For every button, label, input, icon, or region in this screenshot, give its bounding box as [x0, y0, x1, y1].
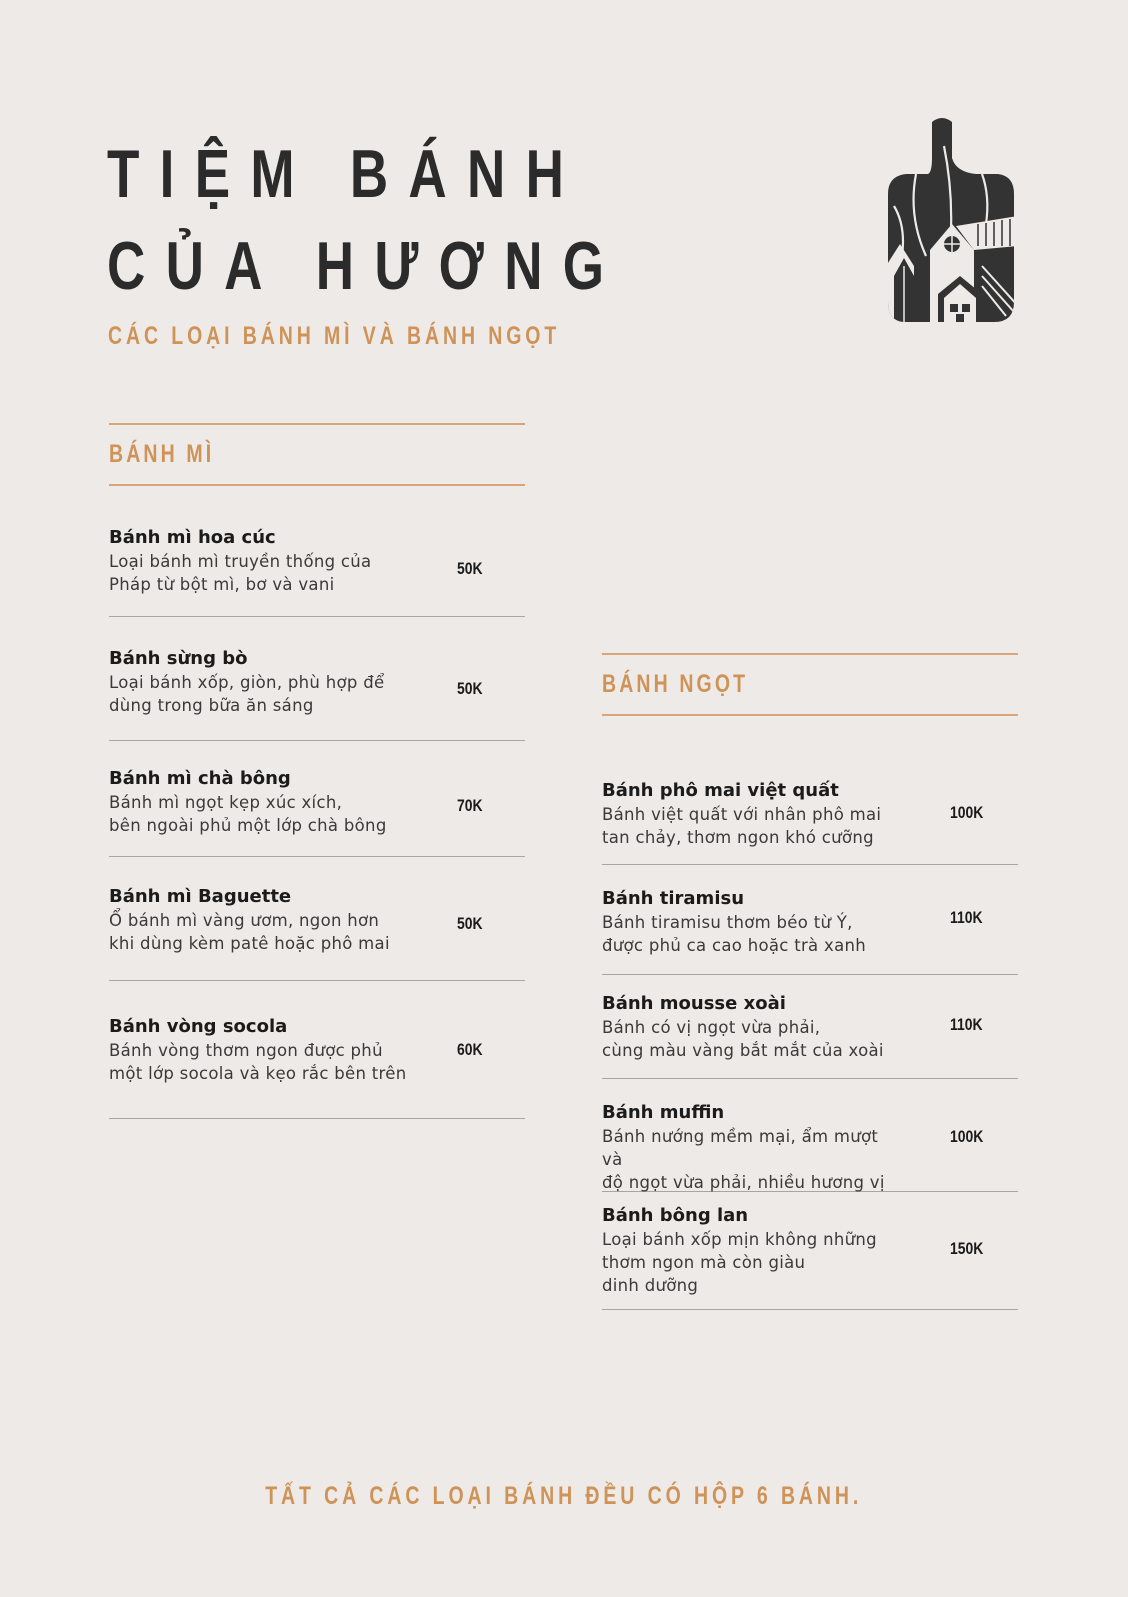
- sweet-section: [602, 653, 1018, 1310]
- menu-item-price: 50K: [457, 913, 483, 933]
- menu-item-name: Bánh vòng socola: [109, 1016, 288, 1037]
- menu-item-name: Bánh mousse xoài: [602, 993, 786, 1014]
- menu-item-price: 110K: [950, 1014, 983, 1034]
- menu-item: [109, 857, 525, 981]
- menu-item-name: Bánh phô mai việt quất: [602, 780, 839, 801]
- menu-item-price: 100K: [950, 1127, 984, 1147]
- menu-item-description: Bánh có vị ngọt vừa phải, cùng màu vàng bắt mắt của xoài: [602, 1018, 884, 1060]
- menu-item: [602, 1079, 1018, 1192]
- menu-item-price: 60K: [457, 1040, 483, 1060]
- page-title: [107, 128, 624, 312]
- bakery-peel-house-icon: [886, 116, 1018, 328]
- sweet-section-header: [602, 653, 1018, 716]
- menu-item: [602, 779, 1018, 865]
- bread-section: [109, 423, 525, 1119]
- sweet-menu-list: [602, 779, 1018, 1310]
- menu-item: [109, 526, 525, 617]
- menu-item-description: Bánh tiramisu thơm béo từ Ý, được phủ ca cao hoặc trà xanh: [602, 913, 867, 955]
- bread-section-header: [109, 423, 525, 486]
- menu-item-description: Bánh vòng thơm ngon được phủ một lớp socola và kẹo rắc bên trên: [109, 1041, 407, 1083]
- menu-item: [109, 741, 525, 857]
- menu-item-name: Bánh muffin: [602, 1102, 725, 1123]
- menu-item-name: Bánh bông lan: [602, 1205, 749, 1226]
- menu-item-description: Bánh nướng mềm mại, ẩm mượt và độ ngọt vừa phải, nhiều hương vị: [602, 1127, 885, 1192]
- page-subtitle: CÁC LOẠI BÁNH MÌ VÀ BÁNH NGỌT: [108, 322, 561, 350]
- menu-item-description: Bánh việt quất với nhân phô mai tan chảy, thơm ngon khó cưỡng: [602, 805, 882, 847]
- menu-item-description: Loại bánh xốp mịn không những thơm ngon mà còn giàu dinh dưỡng: [602, 1230, 877, 1295]
- menu-item-name: Bánh sừng bò: [109, 648, 248, 669]
- menu-item-price: 50K: [457, 678, 483, 698]
- menu-item-price: 110K: [950, 907, 983, 927]
- menu-item-price: 50K: [457, 559, 483, 578]
- menu-item: [602, 1192, 1018, 1310]
- footer-note: [0, 1482, 1128, 1511]
- menu-item-name: Bánh mì chà bông: [109, 768, 291, 789]
- menu-item-description: Loại bánh xốp, giòn, phù hợp để dùng trong bữa ăn sáng: [109, 673, 385, 715]
- menu-item: [109, 617, 525, 741]
- menu-item-description: Ổ bánh mì vàng ươm, ngon hơn khi dùng kèm patê hoặc phô mai: [109, 911, 390, 953]
- menu-item-name: Bánh tiramisu: [602, 888, 745, 909]
- bread-section-title: BÁNH MÌ: [109, 440, 215, 468]
- menu-item-name: Bánh mì Baguette: [109, 886, 292, 907]
- menu-item-price: 100K: [950, 802, 984, 822]
- sweet-section-title: BÁNH NGỌT: [602, 670, 749, 698]
- menu-item: [109, 981, 525, 1119]
- footer-note-text: TẤT CẢ CÁC LOẠI BÁNH ĐỀU CÓ HỘP 6 BÁNH.: [265, 1482, 863, 1510]
- bread-menu-list: [109, 526, 525, 1119]
- menu-item: [602, 975, 1018, 1079]
- menu-item-description: Loại bánh mì truyền thống của Pháp từ bột mì, bơ và vani: [109, 552, 372, 594]
- menu-item-name: Bánh mì hoa cúc: [109, 527, 276, 548]
- title-line-1: TIỆM BÁNH: [107, 136, 585, 212]
- menu-item-price: 150K: [950, 1238, 984, 1258]
- menu-item-description: Bánh mì ngọt kẹp xúc xích, bên ngoài phủ một lớp chà bông: [109, 793, 387, 835]
- menu-item: [602, 865, 1018, 975]
- title-line-2: CỦA HƯƠNG: [107, 228, 625, 304]
- menu-item-price: 70K: [457, 795, 483, 815]
